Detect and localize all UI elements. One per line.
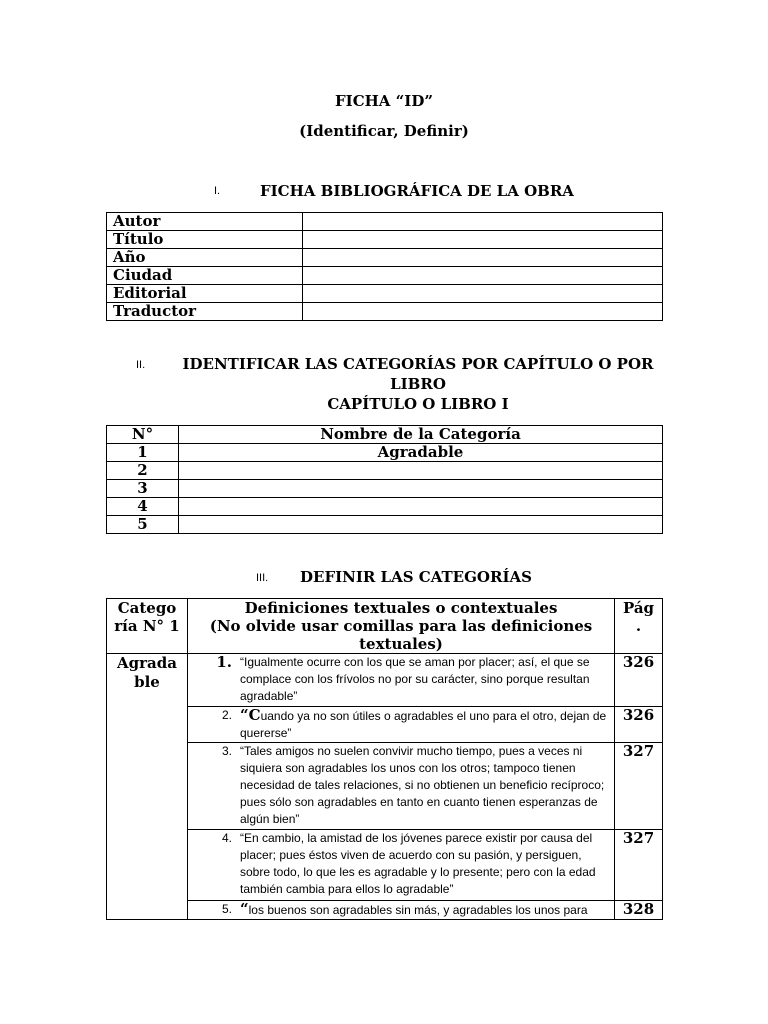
bib-value[interactable]	[303, 213, 663, 231]
bibliographic-table	[106, 212, 663, 321]
bib-label: Año	[107, 249, 303, 267]
definition-cell[interactable]	[188, 743, 615, 830]
definition-cell[interactable]	[188, 901, 615, 920]
section-2-title: IDENTIFICAR LAS CATEGORÍAS POR CAPÍTULO O POR	[182, 355, 654, 373]
definition-number: 4.	[221, 831, 232, 845]
table-header-row	[107, 426, 663, 444]
table-row	[107, 444, 663, 462]
section-1-title: FICHA BIBLIOGRÁFICA DE LA OBRA	[260, 182, 574, 200]
category-number: 2	[107, 462, 179, 480]
definitions-table	[106, 598, 663, 920]
definition-cell[interactable]	[188, 830, 615, 901]
definition-row	[107, 830, 663, 901]
definition-open-quote: “	[240, 900, 249, 918]
definition-text-wrap	[240, 707, 610, 742]
definition-row	[107, 707, 663, 743]
document-title: FICHA “ID”	[335, 92, 433, 110]
bib-value[interactable]	[303, 249, 663, 267]
definition-cell[interactable]	[188, 707, 615, 743]
definition-text-wrap	[240, 901, 610, 919]
section-2-number: II.	[136, 359, 146, 371]
categories-table	[106, 425, 663, 534]
column-header-number: N°	[107, 426, 179, 444]
section-3-title: DEFINIR LAS CATEGORÍAS	[300, 568, 532, 586]
page-number: 326	[615, 654, 663, 707]
table-row	[107, 462, 663, 480]
definition-open-quote: “C	[240, 706, 261, 724]
column-header-category-line2: ría N° 1	[114, 617, 180, 635]
bib-value[interactable]	[303, 303, 663, 321]
table-row	[107, 516, 663, 534]
column-header-definitions-line1: Definiciones textuales o contextuales	[244, 599, 558, 617]
definition-number: 3.	[221, 744, 232, 758]
bib-value[interactable]	[303, 267, 663, 285]
definition-row	[107, 901, 663, 920]
category-name[interactable]	[179, 498, 663, 516]
bib-label: Traductor	[107, 303, 303, 321]
definition-number: 5.	[221, 902, 232, 916]
category-number: 4	[107, 498, 179, 516]
bib-label: Ciudad	[107, 267, 303, 285]
category-number: 3	[107, 480, 179, 498]
table-row	[107, 231, 663, 249]
table-header-row	[107, 599, 663, 654]
category-name[interactable]	[179, 480, 663, 498]
definition-text: “Tales amigos no suelen convivir mucho tiempo, pues a veces ni siquiera son agradables los unos con los otros; tampoco tienen necesidad de tales relaciones, si no obtienen un beneficio recíproco; pues sólo son agradables en tanto en cuanto tienen esperanzas de algún bien”	[240, 744, 605, 826]
column-header-category-line1: Catego	[117, 599, 177, 617]
category-name[interactable]	[179, 516, 663, 534]
table-row	[107, 249, 663, 267]
table-row	[107, 303, 663, 321]
page-number: 328	[615, 901, 663, 920]
column-header-definitions-line3: textuales)	[359, 635, 443, 653]
column-header-category: Nombre de la Categoría	[179, 426, 663, 444]
definition-row	[107, 743, 663, 830]
bib-value[interactable]	[303, 285, 663, 303]
definition-text: “En cambio, la amistad de los jóvenes parece existir por causa del placer; pues éstos viven de acuerdo con su pasión, y persiguen, sobre todo, lo que les es agradable y lo presente; pero con la edad también cambia para ellos lo agradable”	[240, 831, 596, 896]
category-line1: Agrada	[117, 654, 177, 672]
definition-text: los buenos son agradables sin más, y agradables los unos para	[248, 903, 588, 917]
section-2-title-cont: LIBRO	[390, 375, 446, 393]
definition-cell[interactable]	[188, 654, 615, 707]
section-3-number: III.	[256, 572, 269, 584]
bib-label: Editorial	[107, 285, 303, 303]
column-header-definitions	[188, 599, 615, 654]
section-2-subtitle: CAPÍTULO O LIBRO I	[327, 395, 509, 413]
section-1-number: I.	[214, 185, 221, 197]
document-subtitle: (Identificar, Definir)	[299, 122, 469, 140]
category-line2: ble	[134, 673, 160, 691]
column-header-category	[107, 599, 188, 654]
table-row	[107, 267, 663, 285]
category-cell	[107, 654, 188, 920]
bib-value[interactable]	[303, 231, 663, 249]
column-header-page-line1: Pág	[622, 599, 655, 617]
definition-row	[107, 654, 663, 707]
definition-number: 1.	[216, 653, 232, 671]
definition-text: “Igualmente ocurre con los que se aman por placer; así, el que se complace con los frívolos no por su carácter, sino porque resultan agradable”	[240, 655, 590, 703]
table-row	[107, 213, 663, 231]
column-header-definitions-line2: (No olvide usar comillas para las definiciones	[209, 617, 593, 635]
category-number: 1	[107, 444, 179, 462]
bib-label: Autor	[107, 213, 303, 231]
page-number: 327	[615, 743, 663, 830]
column-header-page	[615, 599, 663, 654]
table-row	[107, 285, 663, 303]
category-name[interactable]	[179, 462, 663, 480]
table-row	[107, 480, 663, 498]
category-name[interactable]: Agradable	[179, 444, 663, 462]
definition-number: 2.	[221, 708, 232, 722]
column-header-page-line2: .	[635, 617, 642, 635]
bib-label: Título	[107, 231, 303, 249]
page-number: 326	[615, 707, 663, 743]
page-number: 327	[615, 830, 663, 901]
category-number: 5	[107, 516, 179, 534]
table-row	[107, 498, 663, 516]
definition-text: uando ya no son útiles o agradables el uno para el otro, dejan de quererse”	[240, 709, 607, 740]
